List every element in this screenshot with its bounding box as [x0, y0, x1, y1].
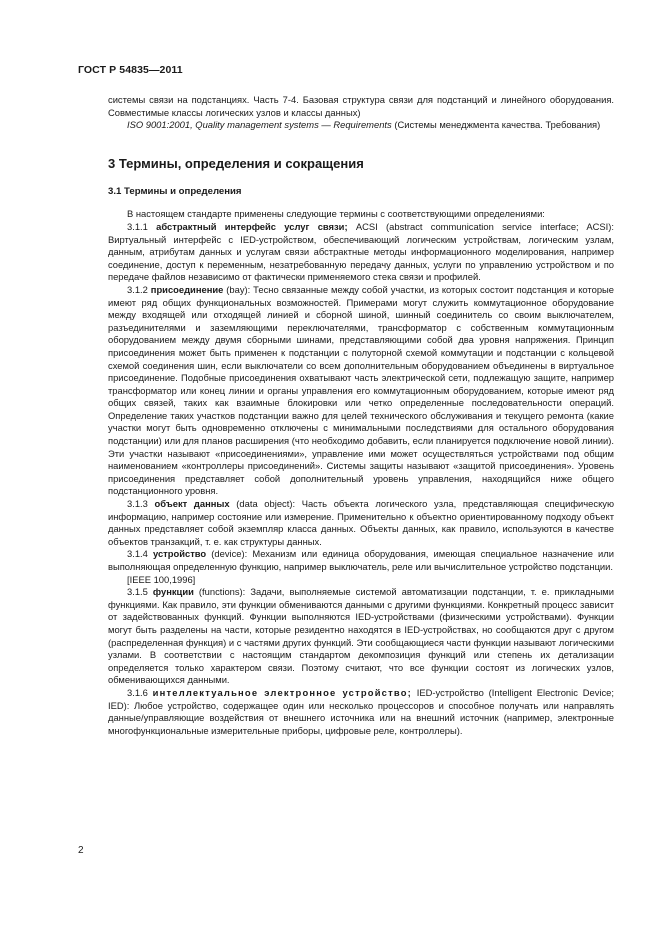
subsection-title: 3.1 Термины и определения [108, 185, 242, 197]
term-3-1-2 [108, 284, 614, 498]
term-3-1-6 [108, 687, 614, 737]
term-3-1-5 [108, 586, 614, 687]
page-header-standard: ГОСТ Р 54835—2011 [78, 64, 183, 76]
page-number: 2 [78, 845, 84, 856]
term-name: абстрактный интерфейс услуг связи; [156, 220, 348, 232]
term-3-1-3 [108, 498, 614, 548]
term-definition: (bay): Тесно связанные между собой участки, из которых состоит подстанция и которые имеют ряд общих функциональных возможностей. Примерами могут служить коммутационное оборудование между входящей или отходящей линией и сборной шиной, шинный соединитель со своим выключателем, разъединителями и заземляющими переключателями, трансформатор с собственным коммутационным оборудованием между двумя сборными шинами, представляющими собой два уровня напряжения. Принцип присоединения может быть применен к подстанции с полуторной схемой коммутации и подстанции с кольцевой схемой соединения шин, если выключатели со всем дополнительным оборудованием объединены в виртуальное присоединение. Подобные присоединения охватывают часть электрической сети, подлежащую защите, например трансформатор или конец линии и органы управления его коммутационным оборудованием, которые имеют ряд общих связей, таких как взаимные блокировки или четко определенные последовательности операций. Определение таких участков подстанции важно для целей технического обслуживания и текущего ремонта (какие участки могут быть одновременно отключены с минимальными последствиями для остального оборудования подстанции) или для планов расширения (что необходимо добавить, если планируется подключение новой линии). Эти участки называют «присоединениями», управление ими может осуществляться устройствами под общим наименованием «контроллеры присоединений». Системы защиты называют «защитой присоединения». Уровень присоединения представляет собой дополнительный уровень управления, находящийся ниже общего подстанционного уровня. [108, 283, 614, 497]
reference-iso9001 [108, 119, 614, 132]
term-3-1-4 [108, 548, 614, 573]
term-number: 3.1.3 [127, 498, 155, 510]
term-3-1-1 [108, 221, 614, 284]
document-body [108, 94, 614, 737]
term-source: [IEEE 100,1996] [127, 573, 196, 585]
term-name: присоединение [150, 283, 224, 295]
term-name: интеллектуальное электронное устройство; [152, 686, 412, 698]
reference-title: ISO 9001:2001, Quality management systems — Requirements [127, 119, 392, 131]
section-title: 3 Термины, определения и сокращения [108, 155, 364, 171]
term-number: 3.1.2 [127, 283, 151, 295]
term-definition: (functions): Задачи, выполняемые системой автоматизации подстанции, т. е. прикладными функциями. Как правило, эти функции обмениваются данными с другими функциями. Конкретный процесс зависит от задействованных функций. Функции выполняются IED-устройствами (физическими устройствами). Функции могут быть разделены на части, которые резидентно находятся в IED-устройствах, но сообщаются друг с другом (распределенная функция) и с частями других функций. Эти сообщающиеся части функции называют логическими узлами. В соответствии с настоящим стандартом декомпозиция функций или степень их детализации определяется только характером связи. Поэтому считают, что все функции состоят из логических узлов, обменивающихся данными. [108, 586, 614, 686]
term-name: функции [152, 586, 194, 598]
term-definition: ACSI (abstract communication service interface; ACSI): Виртуальный интерфейс с IED-устройством, обеспечивающий логическим устройствам, логическим узлам, данным, атрибутам данных и услугам связи абстрактные методы информационного моделирования, например соединение, доступ к переменным, незатребованную передачу данных, услуги по управлению устройством и по передаче файлов независимо от фактически применяемого стека связи и профилей. [108, 220, 615, 283]
term-name: устройство [152, 548, 207, 560]
term-number: 3.1.1 [127, 220, 157, 232]
term-definition: (data object): Часть объекта логического узла, представляющая специфическую информацию, например состояние или измерение. Применительно к объектно ориентированному подходу объект данных представляет собой экземпляр класса данных. Объекты данных, как правило, используются в качестве объектов транзакций, т. е. как структуры данных. [108, 498, 614, 547]
term-definition: IED-устройство (Intelligent Electronic Device; IED): Любое устройство, содержащее один или несколько процессоров и способное получать или направлять данные/управляющие воздействия от внешнего источника или на внешний источник (например, электронные многофункциональные измерительные приборы, цифровые реле, контроллеры). [108, 686, 614, 736]
terms-intro: В настоящем стандарте применены следующие термины с соответствующими определениями: [127, 208, 545, 220]
term-number: 3.1.4 [127, 548, 153, 560]
term-number: 3.1.5 [127, 586, 153, 598]
term-definition: (device): Механизм или единица оборудования, имеющая специальное назначение или выполняющая определенную функцию, например выключатель, реле или вычислительное устройство подстанции. [108, 548, 614, 572]
term-name: объект данных [154, 498, 230, 510]
reference-translation: (Системы менеджмента качества. Требования) [391, 119, 601, 131]
term-number: 3.1.6 [127, 686, 153, 698]
reference-continuation: системы связи на подстанциях. Часть 7-4. Базовая структура связи для подстанций и линейного оборудования. Совместимые классы логических узлов и классы данных) [108, 94, 614, 118]
